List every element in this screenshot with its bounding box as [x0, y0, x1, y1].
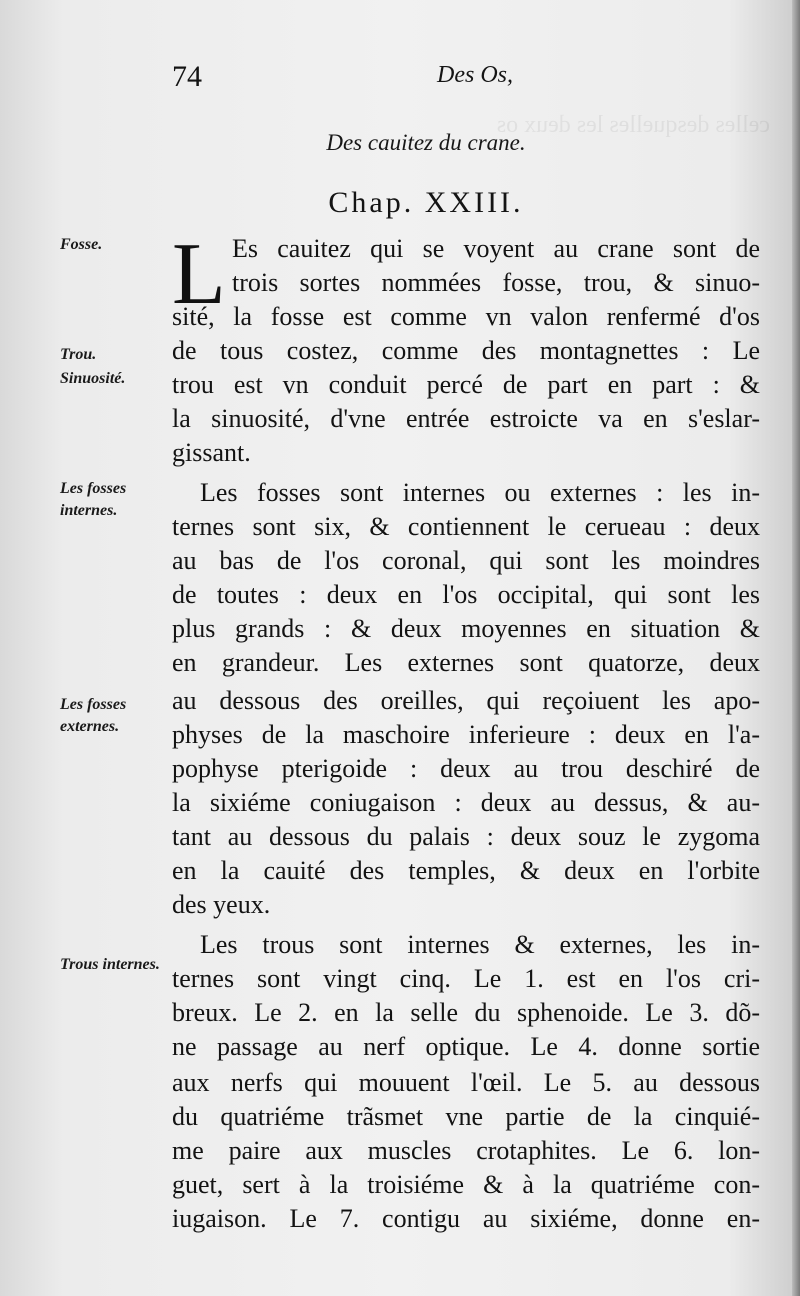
text-line: de tous costez, comme des montagnettes : Le — [172, 336, 760, 365]
text-line: guet, sert à la troisiéme & à la quatriéme con- — [172, 1170, 760, 1199]
running-head: Des Os, — [437, 62, 513, 88]
margin-note-trous-internes: Trous internes. — [60, 956, 160, 973]
margin-note-fosses-externes: Les fosses externes. — [60, 696, 127, 735]
text-line: Les fosses sont internes ou externes : les in- — [200, 478, 760, 507]
page-edge — [792, 0, 800, 1296]
text-line: Es cauitez qui se voyent au crane sont de — [232, 234, 760, 263]
text-line: trou est vn conduit percé de part en part : & — [172, 370, 760, 399]
text-line: au bas de l'os coronal, qui sont les moindres — [172, 546, 760, 575]
text-line: trois sortes nommées fosse, trou, & sinuo- — [232, 268, 760, 297]
text-line: la sixiéme coniugaison : deux au dessus, & au- — [172, 788, 760, 817]
text-line: de toutes : deux en l'os occipital, qui sont les — [172, 580, 760, 609]
text-line: au dessous des oreilles, qui reçoiuent les apo- — [172, 686, 760, 715]
text-line: en grandeur. Les externes sont quatorze, deux — [172, 648, 760, 677]
text-line: ternes sont vingt cinq. Le 1. est en l'os cri- — [172, 964, 760, 993]
bleed-through-text: celles desquelles les deux os — [496, 112, 770, 138]
text-line: physes de la maschoire inferieure : deux en l'a- — [172, 720, 760, 749]
text-line: ne passage au nerf optique. Le 4. donne sortie — [172, 1032, 760, 1061]
text-line: aux nerfs qui mouuent l'œil. Le 5. au dessous — [172, 1068, 760, 1097]
page-header — [0, 52, 792, 102]
text-line: Les trous sont internes & externes, les in- — [200, 930, 760, 959]
page-number: 74 — [172, 60, 202, 93]
text-line: breux. Le 2. en la selle du sphenoide. Le 3. dõ- — [172, 998, 760, 1027]
text-line: en la cauité des temples, & deux en l'orbite — [172, 856, 760, 885]
text-line: gissant. — [172, 438, 251, 467]
drop-cap: L — [172, 226, 226, 323]
text-line: iugaison. Le 7. contigu au sixiéme, donne en- — [172, 1204, 760, 1233]
text-line: du quatriéme trãsmet vne partie de la cinquié- — [172, 1102, 760, 1131]
text-line: me paire aux muscles crotaphites. Le 6. lon- — [172, 1136, 760, 1165]
text-line: des yeux. — [172, 890, 271, 919]
chapter-heading: Chap. XXIII. — [328, 186, 524, 219]
text-line: sité, la fosse est comme vn valon renfermé d'os — [172, 302, 760, 331]
margin-note-sinuosite: Sinuosité. — [60, 370, 126, 387]
margin-note-fosses-internes: Les fosses internes. — [60, 480, 127, 519]
section-title: Des cauitez du crane. — [326, 130, 526, 155]
text-line: plus grands : & deux moyennes en situation & — [172, 614, 760, 643]
text-line: la sinuosité, d'vne entrée estroicte va en s'eslar- — [172, 404, 760, 433]
text-line: pophyse pterigoide : deux au trou deschiré de — [172, 754, 760, 783]
margin-note-trou: Trou. — [60, 346, 97, 363]
text-line: ternes sont six, & contiennent le cerueau : deux — [172, 512, 760, 541]
margin-note-fosse: Fosse. — [60, 236, 103, 253]
text-line: tant au dessous du palais : deux souz le zygoma — [172, 822, 760, 851]
